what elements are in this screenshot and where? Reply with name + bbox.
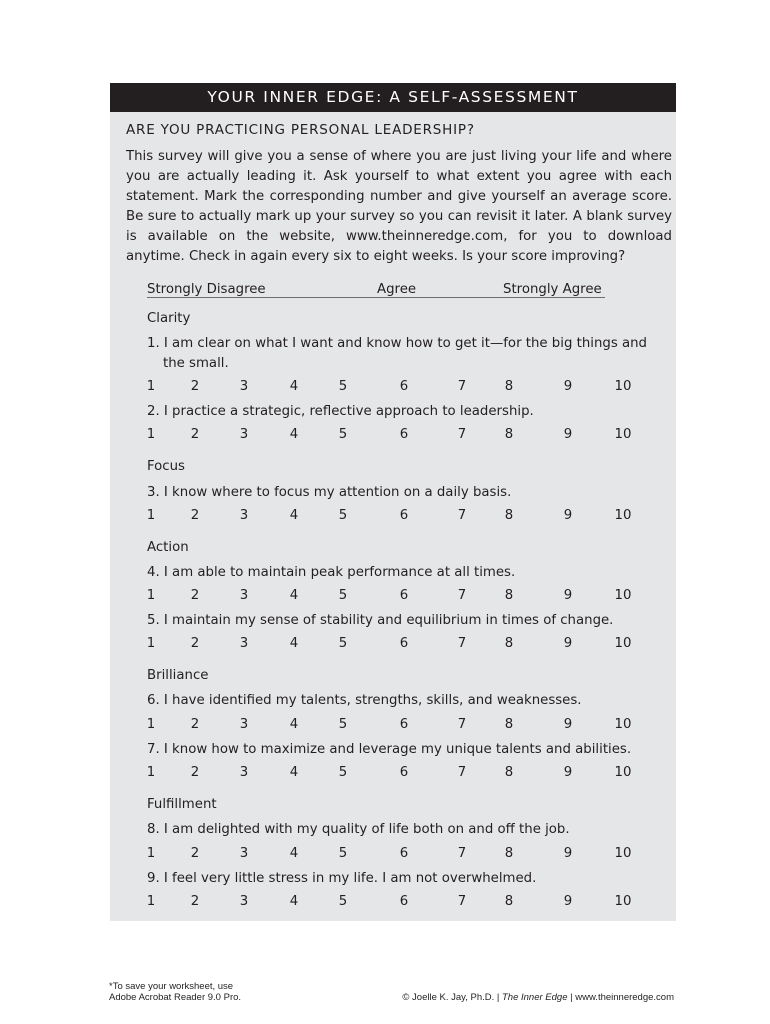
rating-option-1[interactable]: 1 [146, 717, 156, 732]
rating-option-1[interactable]: 1 [146, 636, 156, 651]
rating-option-2[interactable]: 2 [190, 427, 200, 442]
footnote-line-1: *To save your worksheet, use [109, 981, 234, 992]
rating-option-2[interactable]: 2 [190, 636, 200, 651]
statement-8-text: 8. I am delighted with my quality of life both on and off the job. [147, 822, 570, 837]
rating-option-1[interactable]: 1 [146, 379, 156, 394]
rating-option-4[interactable]: 4 [289, 717, 299, 732]
rating-option-6[interactable]: 6 [399, 846, 409, 861]
rating-row-5[interactable] [0, 636, 770, 654]
rating-option-5[interactable]: 5 [338, 894, 348, 909]
copyright-author: © Joelle K. Jay, Ph.D. | [402, 992, 502, 1003]
section-heading: ARE YOU PRACTICING PERSONAL LEADERSHIP? [126, 122, 475, 138]
category-clarity: Clarity [147, 311, 191, 326]
rating-option-2[interactable]: 2 [190, 717, 200, 732]
rating-option-9[interactable]: 9 [563, 588, 573, 603]
rating-option-9[interactable]: 9 [563, 636, 573, 651]
rating-option-10[interactable]: 10 [614, 717, 632, 732]
rating-option-5[interactable]: 5 [338, 508, 348, 523]
rating-option-7[interactable]: 7 [457, 765, 467, 780]
rating-option-10[interactable]: 10 [614, 636, 632, 651]
statement-1 [147, 334, 667, 374]
rating-row-3[interactable] [0, 508, 770, 526]
rating-option-10[interactable]: 10 [614, 846, 632, 861]
scale-label-agree: Agree [377, 282, 417, 297]
rating-option-8[interactable]: 8 [504, 588, 514, 603]
rating-option-8[interactable]: 8 [504, 765, 514, 780]
intro-paragraph: This survey will give you a sense of where you are just living your life and where you are actually leading it. Ask yourself to what extent you agree with each statement. Mark the corresponding number and give yourself an average score. Be sure to actually mark up your survey so you can revisit it later. A blank survey is available on the website, www.theinneredge.com, for you to download anytime. Check in again every six to eight weeks. Is your score improving? [126, 149, 672, 264]
rating-option-6[interactable]: 6 [399, 717, 409, 732]
rating-option-10[interactable]: 10 [614, 508, 632, 523]
copyright-website: | www.theinneredge.com [567, 992, 674, 1003]
rating-option-5[interactable]: 5 [338, 717, 348, 732]
rating-option-7[interactable]: 7 [457, 717, 467, 732]
rating-row-7[interactable] [0, 765, 770, 783]
rating-option-1[interactable]: 1 [146, 846, 156, 861]
rating-option-7[interactable]: 7 [457, 846, 467, 861]
rating-option-4[interactable]: 4 [289, 894, 299, 909]
statement-9-text: 9. I feel very little stress in my life. I am not overwhelmed. [147, 871, 537, 886]
rating-row-2[interactable] [0, 427, 770, 445]
statement-7-text: 7. I know how to maximize and leverage my unique talents and abilities. [147, 742, 632, 757]
rating-option-5[interactable]: 5 [338, 765, 348, 780]
rating-option-6[interactable]: 6 [399, 765, 409, 780]
rating-option-5[interactable]: 5 [338, 636, 348, 651]
rating-option-2[interactable]: 2 [190, 588, 200, 603]
category-fulfillment: Fulfillment [147, 797, 217, 812]
scale-label-strongly-disagree: Strongly Disagree [147, 282, 266, 297]
rating-option-3[interactable]: 3 [239, 636, 249, 651]
rating-option-6[interactable]: 6 [399, 636, 409, 651]
category-brilliance: Brilliance [147, 668, 209, 683]
rating-option-3[interactable]: 3 [239, 508, 249, 523]
statement-5 [147, 611, 667, 631]
rating-option-5[interactable]: 5 [338, 588, 348, 603]
copyright-book-title: The Inner Edge [502, 992, 568, 1003]
rating-option-10[interactable]: 10 [614, 894, 632, 909]
rating-option-5[interactable]: 5 [338, 846, 348, 861]
scale-label-strongly-agree: Strongly Agree [503, 282, 602, 297]
rating-option-7[interactable]: 7 [457, 588, 467, 603]
rating-option-6[interactable]: 6 [399, 379, 409, 394]
rating-option-8[interactable]: 8 [504, 508, 514, 523]
rating-option-6[interactable]: 6 [399, 894, 409, 909]
rating-row-4[interactable] [0, 588, 770, 606]
scale-underline [147, 297, 605, 298]
rating-option-2[interactable]: 2 [190, 846, 200, 861]
rating-option-3[interactable]: 3 [239, 427, 249, 442]
rating-option-10[interactable]: 10 [614, 427, 632, 442]
rating-option-8[interactable]: 8 [504, 379, 514, 394]
rating-option-9[interactable]: 9 [563, 765, 573, 780]
statement-7 [147, 740, 667, 760]
statement-5-text: 5. I maintain my sense of stability and equilibrium in times of change. [147, 613, 614, 628]
rating-option-8[interactable]: 8 [504, 717, 514, 732]
statement-6 [147, 691, 667, 711]
rating-option-2[interactable]: 2 [190, 894, 200, 909]
rating-option-4[interactable]: 4 [289, 379, 299, 394]
copyright-line [402, 992, 674, 1003]
rating-option-9[interactable]: 9 [563, 508, 573, 523]
save-footnote [109, 981, 241, 1003]
statement-3-text: 3. I know where to focus my attention on a daily basis. [147, 485, 512, 500]
rating-option-7[interactable]: 7 [457, 508, 467, 523]
statement-8 [147, 820, 667, 840]
category-focus: Focus [147, 459, 185, 474]
rating-option-4[interactable]: 4 [289, 636, 299, 651]
rating-option-3[interactable]: 3 [239, 894, 249, 909]
rating-option-10[interactable]: 10 [614, 765, 632, 780]
rating-option-5[interactable]: 5 [338, 379, 348, 394]
rating-option-4[interactable]: 4 [289, 588, 299, 603]
page-title: YOUR INNER EDGE: A SELF-ASSESSMENT [110, 83, 676, 112]
rating-row-9[interactable] [0, 894, 770, 912]
rating-option-7[interactable]: 7 [457, 636, 467, 651]
rating-option-8[interactable]: 8 [504, 846, 514, 861]
rating-option-3[interactable]: 3 [239, 717, 249, 732]
rating-row-8[interactable] [0, 846, 770, 864]
statement-9 [147, 869, 667, 889]
rating-option-4[interactable]: 4 [289, 427, 299, 442]
rating-option-4[interactable]: 4 [289, 508, 299, 523]
statement-1-text: 1. I am clear on what I want and know how to get it—for the big things and the small. [147, 336, 647, 371]
rating-option-9[interactable]: 9 [563, 894, 573, 909]
rating-option-1[interactable]: 1 [146, 588, 156, 603]
statement-6-text: 6. I have identified my talents, strengths, skills, and weaknesses. [147, 693, 582, 708]
rating-option-4[interactable]: 4 [289, 765, 299, 780]
rating-option-6[interactable]: 6 [399, 588, 409, 603]
rating-option-7[interactable]: 7 [457, 427, 467, 442]
rating-row-6[interactable] [0, 717, 770, 735]
rating-option-10[interactable]: 10 [614, 379, 632, 394]
rating-option-1[interactable]: 1 [146, 508, 156, 523]
category-action: Action [147, 540, 189, 555]
rating-option-1[interactable]: 1 [146, 427, 156, 442]
rating-option-2[interactable]: 2 [190, 508, 200, 523]
rating-option-3[interactable]: 3 [239, 846, 249, 861]
statement-2 [147, 402, 667, 422]
rating-option-2[interactable]: 2 [190, 765, 200, 780]
rating-option-3[interactable]: 3 [239, 379, 249, 394]
rating-option-9[interactable]: 9 [563, 379, 573, 394]
rating-option-8[interactable]: 8 [504, 636, 514, 651]
rating-option-7[interactable]: 7 [457, 379, 467, 394]
rating-option-8[interactable]: 8 [504, 894, 514, 909]
statement-4 [147, 563, 667, 583]
rating-row-1[interactable] [0, 379, 770, 397]
rating-option-9[interactable]: 9 [563, 717, 573, 732]
rating-option-7[interactable]: 7 [457, 894, 467, 909]
rating-option-4[interactable]: 4 [289, 846, 299, 861]
rating-option-8[interactable]: 8 [504, 427, 514, 442]
statement-4-text: 4. I am able to maintain peak performance at all times. [147, 565, 516, 580]
rating-option-1[interactable]: 1 [146, 765, 156, 780]
rating-option-6[interactable]: 6 [399, 427, 409, 442]
rating-option-9[interactable]: 9 [563, 427, 573, 442]
rating-option-1[interactable]: 1 [146, 894, 156, 909]
rating-option-2[interactable]: 2 [190, 379, 200, 394]
rating-option-6[interactable]: 6 [399, 508, 409, 523]
footnote-line-2: Adobe Acrobat Reader 9.0 Pro. [109, 992, 242, 1003]
statement-3 [147, 483, 667, 503]
rating-option-9[interactable]: 9 [563, 846, 573, 861]
statement-2-text: 2. I practice a strategic, reflective approach to leadership. [147, 404, 534, 419]
rating-option-3[interactable]: 3 [239, 765, 249, 780]
rating-option-3[interactable]: 3 [239, 588, 249, 603]
rating-option-5[interactable]: 5 [338, 427, 348, 442]
rating-option-10[interactable]: 10 [614, 588, 632, 603]
